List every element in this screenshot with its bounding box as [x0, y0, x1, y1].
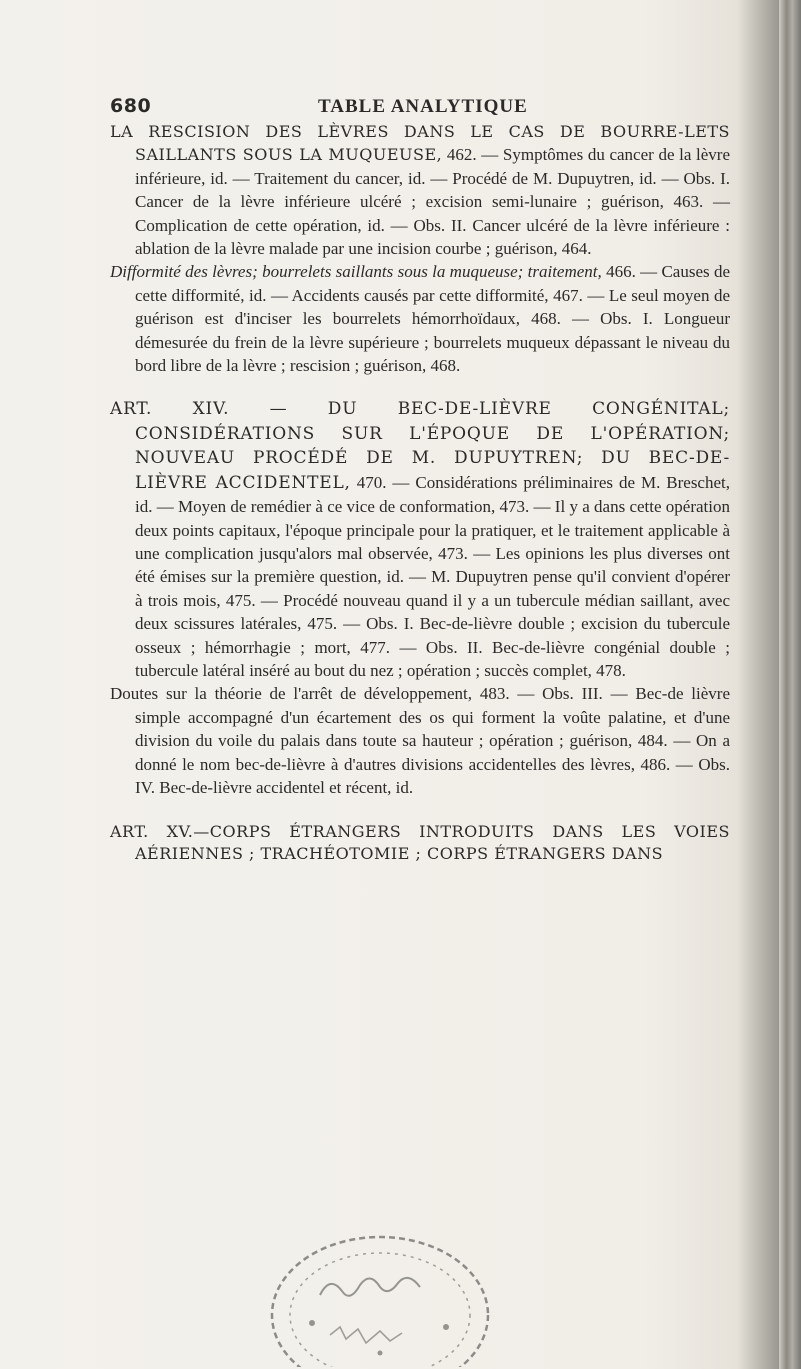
- entry-heading-italic: Difformité des lèvres; bourrelets saillants sous la muqueuse; traitement,: [110, 262, 602, 282]
- page-body: [110, 120, 730, 865]
- index-entry-art-xiv: [110, 397, 730, 682]
- running-head: TABLE ANALYTIQUE: [318, 96, 528, 117]
- entry-text: 462. — Symptômes du cancer de la lèvre inférieure, id. — Traitement du cancer, id. — Procédé de M. Dupuytren, id. — Obs. I. Cancer de la lèvre inférieure ulcéré ; excision semi-lunaire ; guérison, 463. — Complication de cette opération, id. — Obs. II. Cancer ulcéré de la lèvre inférieure : ablation de la lèvre malade par une incision courbe ; guérison, 464.: [135, 145, 730, 259]
- entry-heading: LA RESCISION DES LÈVRES DANS LE CAS DE BOURRE-LETS SAILLANTS SOUS LA MUQUEUSE,: [110, 122, 730, 165]
- index-entry-rescision: [110, 120, 730, 260]
- article-heading: ART. XIV. — DU BEC-DE-LIÈVRE CONGÉNITAL; CONSIDÉRATIONS SUR L'ÉPOQUE DE L'OPÉRATION; NOUVEAU PROCÉDÉ DE M. DUPUYTREN; DU BEC-DE-LIÈVRE ACCIDENTEL,: [110, 399, 730, 493]
- book-edge-shadow: [779, 0, 801, 1369]
- entry-text: 470. — Considérations préliminaires de M. Breschet, id. — Moyen de remédier à ce vice de conformation, 473. — Il y a dans cette opération deux points capitaux, l'époque principale pour la pratiquer, et le traitement applicable à une complication jusqu'alors mal observée, 473. — Les opinions les plus diverses ont été émises sur la première question, id. — M. Dupuytren pense qu'il convient d'opérer à trois mois, 475. — Procédé nouveau quand il y a un tubercule médian saillant, avec deux scissures latérales, 475. — Obs. I. Bec-de-lièvre double ; excision du tubercule osseux ; hémorrhagie ; mort, 477. — Obs. II. Bec-de-lièvre congénial double ; tubercule latéral inséré au bout du nez ; opération ; succès complet, 478.: [135, 472, 730, 680]
- page-number: 680: [110, 95, 152, 117]
- entry-text: Doutes sur la théorie de l'arrêt de développement, 483. — Obs. III. — Bec-de lièvre simple accompagné d'un écartement des os qui forment la voûte palatine, et d'une division du voile du palais dans toute sa hauteur ; opération ; guérison, 484. — On a donné le nom bec-de-lièvre à d'autres divisions accidentelles des lèvres, 486. — Obs. IV. Bec-de-lièvre accidentel et récent, id.: [110, 684, 730, 797]
- article-heading-art-xv: [110, 821, 730, 865]
- entry-text: 466. — Causes de cette difformité, id. — Accidents causés par cette difformité, 467. — Le seul moyen de guérison est d'inciser les bourrelets hémorrhoïdaux, 468. — Obs. I. Longueur démesurée du frein de la lèvre supérieure ; bourrelets muqueux dépassant le niveau du bord libre de la lèvre ; rescision ; guérison, 468.: [135, 262, 730, 376]
- index-entry-difformite: [110, 260, 730, 377]
- index-entry-doutes: [110, 682, 730, 799]
- article-heading-text: ART. XV.—CORPS ÉTRANGERS INTRODUITS DANS LES VOIES AÉRIENNES ; TRACHÉOTOMIE ; CORPS ÉTRANGERS DANS: [110, 822, 730, 864]
- library-stamp: [260, 1195, 500, 1367]
